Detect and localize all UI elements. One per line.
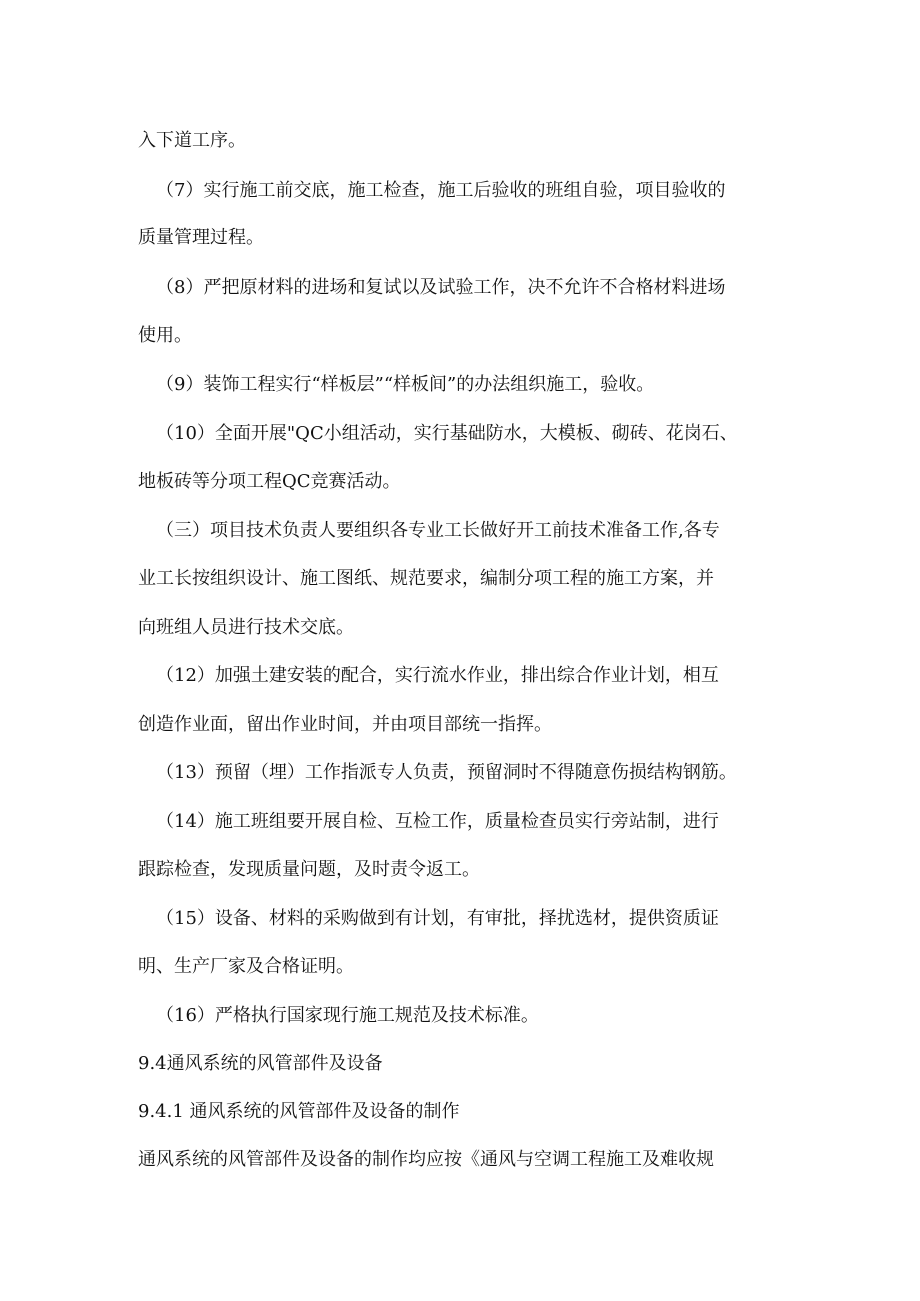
text-line: 明、生产厂家及合格证明。 [138, 956, 354, 977]
text-line: （13）预留（埋）工作指派专人负责，预留洞时不得随意伤损结构钢筋。 [156, 762, 737, 783]
text-line: 业工长按组织设计、施工图纸、规范要求，编制分项工程的施工方案，并 [138, 568, 714, 589]
text-line: （10）全面开展"QC小组活动，实行基础防水，大模板、砌砖、花岗石、 [156, 423, 738, 444]
subsection-heading: 9.4.1 通风系统的风管部件及设备的制作 [138, 1101, 460, 1122]
text-line: 入下道工序。 [138, 130, 246, 151]
text-line: （12）加强土建安装的配合，实行流水作业，排出综合作业计划，相互 [156, 665, 719, 686]
text-line: 向班组人员进行技术交底。 [138, 617, 354, 638]
text-line: （16）严格执行国家现行施工规范及技术标准。 [156, 1005, 539, 1026]
text-line: 创造作业面，留出作业时间，并由项目部统一指挥。 [138, 714, 552, 735]
text-line: （15）设备、材料的采购做到有计划，有审批，择扰选材，提供资质证 [156, 908, 719, 929]
text-line: （8）严把原材料的进场和复试以及试验工作，决不允许不合格材料进场 [156, 277, 726, 298]
text-line: 使用。 [138, 325, 192, 346]
section-heading: 9.4通风系统的风管部件及设备 [138, 1053, 383, 1074]
text-line: （9）装饰工程实行“样板层”“样板间”的办法组织施工，验收。 [156, 374, 655, 395]
text-line: 地板砖等分项工程QC竞赛活动。 [138, 471, 401, 492]
text-line: （7）实行施工前交底，施工检查，施工后验收的班组自验，项目验收的 [156, 180, 726, 201]
text-line: （三）项目技术负责人要组织各专业工长做好开工前技术准备工作,各专 [156, 520, 720, 541]
text-line: 通风系统的风管部件及设备的制作均应按《通风与空调工程施工及难收规 [138, 1149, 714, 1170]
text-line: 质量管理过程。 [138, 227, 264, 248]
text-line: （14）施工班组要开展自检、互检工作，质量检查员实行旁站制，进行 [156, 811, 719, 832]
text-line: 跟踪检查，发现质量问题，及时责令返工。 [138, 859, 480, 880]
